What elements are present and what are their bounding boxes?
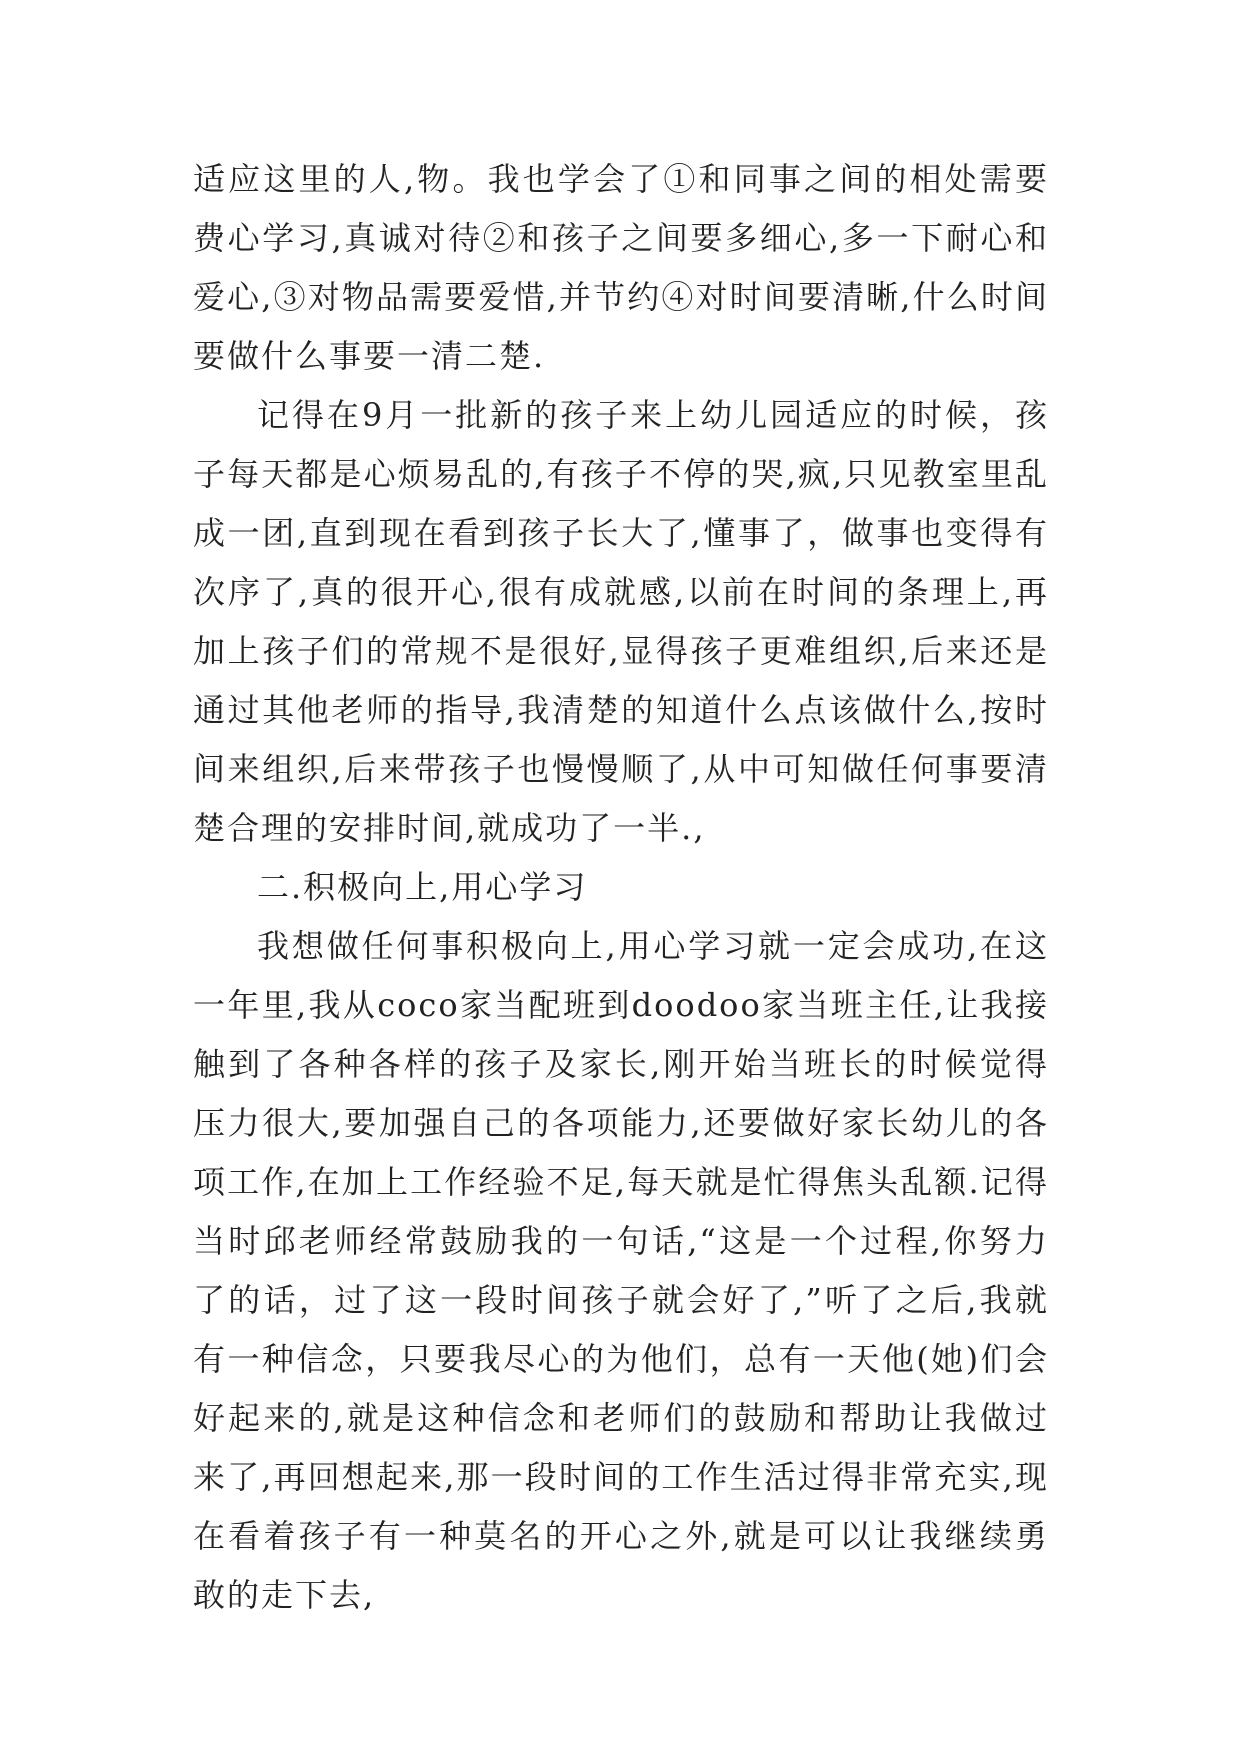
paragraph-2: 记得在9月一批新的孩子来上幼儿园适应的时候，孩子每天都是心烦易乱的,有孩子不停的哭,疯,只见教室里乱成一团,直到现在看到孩子长大了,懂事了，做事也变得有次序了,真的很开心,很有成就感,以前在时间的条理上,再加上孩子们的常规不是很好,显得孩子更难组织,后来还是通过其他老师的指导,我清楚的知道什么点该做什么,按时间来组织,后来带孩子也慢慢顺了,从中可知做任何事要清楚合理的安排时间,就成功了一半., — [193, 396, 1049, 847]
paragraph-3: 我想做任何事积极向上,用心学习就一定会成功,在这一年里,我从coco家当配班到doodoo家当班主任,让我接触到了各种各样的孩子及家长,刚开始当班长的时候觉得压力很大,要加强自己的各项能力,还要做好家长幼儿的各项工作,在加上工作经验不足,每天就是忙得焦头乱额.记得当时邱老师经常鼓励我的一句话,“这是一个过程,你努力了的话，过了这一段时间孩子就会好了,”听了之后,我就有一种信念，只要我尽心的为他们，总有一天他(她)们会好起来的,就是这种信念和老师们的鼓励和帮助让我做过来了,再回想起来,那一段时间的工作生活过得非常充实,现在看着孩子有一种莫名的开心之外,就是可以让我继续勇敢的走下去, — [193, 927, 1049, 1614]
paragraph-1: 适应这里的人,物。我也学会了①和同事之间的相处需要费心学习,真诚对待②和孩子之间要多细心,多一下耐心和爱心,③对物品需要爱惜,并节约④对时间要清晰,什么时间要做什么事要一清二楚. — [193, 160, 1049, 375]
body-text — [193, 150, 1049, 1625]
section-heading-2: 二.积极向上,用心学习 — [257, 868, 588, 906]
